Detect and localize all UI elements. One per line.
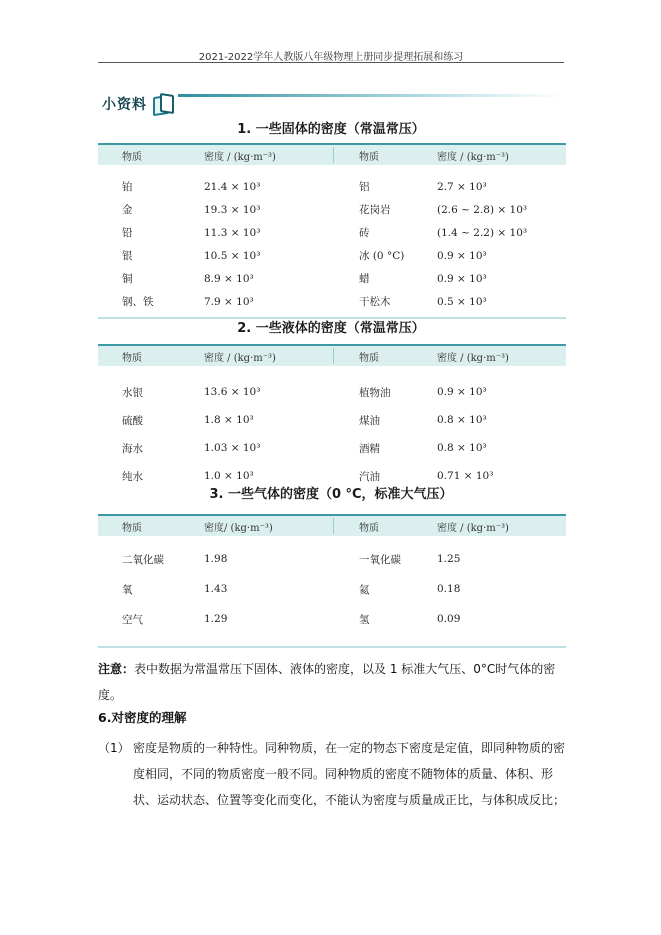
table-row (98, 244, 566, 267)
table-cell: 铂 (122, 181, 133, 193)
badge-bar (178, 94, 564, 97)
table-cell: 7.9 × 10³ (204, 295, 254, 308)
gases-title: 3. 一些气体的密度（0 °C，标准大气压） (209, 487, 453, 502)
table-cell: 银 (122, 250, 133, 262)
table-cell: 1.03 × 10³ (204, 442, 261, 454)
table-cell: 0.5 × 10³ (437, 295, 487, 308)
table-cell: 0.09 (437, 613, 461, 625)
table-row (98, 198, 566, 221)
book-icon (151, 93, 173, 115)
table-cell: 金 (122, 204, 133, 216)
table-cell: 1.25 (437, 553, 461, 565)
table-cell: 一氧化碳 (359, 553, 401, 566)
page-header: 2021-2022学年人教版八年级物理上册同步提理拓展和练习 (198, 52, 464, 63)
table-cell: 铜 (122, 273, 133, 285)
header-rule (98, 62, 564, 63)
table-cell: 水银 (122, 386, 143, 399)
table-cell: 纯水 (122, 470, 143, 483)
table-cell: 11.3 × 10³ (204, 226, 261, 239)
table-cell: 氦 (359, 583, 370, 596)
gases-table (98, 514, 566, 648)
col-header: 密度 / (kg·m⁻³) (437, 522, 509, 534)
table-cell: 13.6 × 10³ (204, 386, 261, 398)
table-row (98, 290, 566, 313)
table-cell: 1.98 (204, 553, 228, 565)
table-row (98, 544, 566, 574)
table-cell: 花岗岩 (359, 204, 391, 216)
table-cell: 0.9 × 10³ (437, 272, 487, 285)
col-header: 物质 (359, 151, 379, 163)
table-cell: 0.8 × 10³ (437, 414, 487, 426)
table-cell: 蜡 (359, 273, 370, 285)
table-cell: 植物油 (359, 386, 391, 399)
note-label: 注意： (98, 662, 135, 676)
table-cell: 1.29 (204, 613, 228, 625)
table-cell: 1.0 × 10³ (204, 470, 254, 482)
col-header: 物质 (359, 352, 379, 364)
table-row (98, 406, 566, 434)
table-cell: 21.4 × 10³ (204, 180, 261, 193)
table-cell: 空气 (122, 613, 143, 626)
col-header: 密度 / (kg·m⁻³) (437, 151, 509, 163)
note-text: 表中数据为常温常压下固体、液体的密度，以及 1 标准大气压、0°C时气体的密度。 (98, 662, 556, 702)
table-cell: 钢、铁 (122, 296, 154, 308)
table-cell: 冰 (0 °C) (359, 250, 405, 262)
liquids-title: 2. 一些液体的密度（常温常压） (237, 321, 425, 336)
solids-title: 1. 一些固体的密度（常温常压） (237, 122, 425, 137)
table-cell: 1.8 × 10³ (204, 414, 254, 426)
solids-table (98, 143, 566, 319)
liquids-table (98, 344, 566, 490)
col-header: 物质 (359, 522, 379, 534)
col-header: 物质 (122, 151, 142, 163)
table-cell: (2.6 ~ 2.8) × 10³ (437, 203, 528, 216)
table-cell: 氧 (122, 583, 133, 596)
col-header: 密度 / (kg·m⁻³) (437, 352, 509, 364)
table-row (98, 604, 566, 634)
section-heading: 6.对密度的理解 (98, 710, 187, 725)
table-cell: 汽油 (359, 470, 380, 483)
table-cell: 10.5 × 10³ (204, 249, 261, 262)
table-row (98, 267, 566, 290)
table-cell: 0.18 (437, 583, 461, 595)
col-header: 密度 / (kg·m⁻³) (204, 352, 276, 364)
table-cell: 氢 (359, 613, 370, 626)
col-header: 密度/ (kg·m⁻³) (204, 522, 273, 534)
col-header: 密度 / (kg·m⁻³) (204, 151, 276, 163)
table-cell: 0.8 × 10³ (437, 442, 487, 454)
table-cell: 19.3 × 10³ (204, 203, 261, 216)
table-cell: 硫酸 (122, 414, 143, 427)
table-cell: 干松木 (359, 296, 391, 308)
section-item (98, 735, 566, 813)
item-text: 密度是物质的一种特性。同种物质，在一定的物态下密度是定值，即同种物质的密度相同，不同的物质密度一般不同。同种物质的密度不随物体的质量、体积、形状、运动状态、位置等变化而变化，不能认为密度与质量成正比，与体积成反比； (133, 741, 566, 807)
note-paragraph (98, 656, 568, 708)
table-cell: 酒精 (359, 442, 380, 455)
item-number: （1） (98, 741, 130, 755)
table-row (98, 434, 566, 462)
table-cell: 二氧化碳 (122, 553, 164, 566)
table-cell: 0.71 × 10³ (437, 470, 494, 482)
table-cell: 0.9 × 10³ (437, 249, 487, 262)
info-badge (102, 90, 173, 118)
table-header (98, 344, 566, 366)
table-header (98, 143, 566, 165)
badge-label: 小资料 (102, 97, 147, 113)
table-cell: 2.7 × 10³ (437, 180, 487, 193)
table-row (98, 574, 566, 604)
table-cell: 铝 (359, 181, 370, 193)
table-header (98, 514, 566, 536)
table-row (98, 378, 566, 406)
table-cell: 8.9 × 10³ (204, 272, 254, 285)
col-header: 物质 (122, 522, 142, 534)
table-cell: 铅 (122, 227, 133, 239)
table-cell: 煤油 (359, 414, 380, 427)
table-cell: 1.43 (204, 583, 228, 595)
table-row (98, 221, 566, 244)
table-cell: 海水 (122, 442, 143, 455)
table-cell: 0.9 × 10³ (437, 386, 487, 398)
table-cell: (1.4 ~ 2.2) × 10³ (437, 226, 528, 239)
table-cell: 砖 (359, 227, 370, 239)
table-row (98, 175, 566, 198)
col-header: 物质 (122, 352, 142, 364)
